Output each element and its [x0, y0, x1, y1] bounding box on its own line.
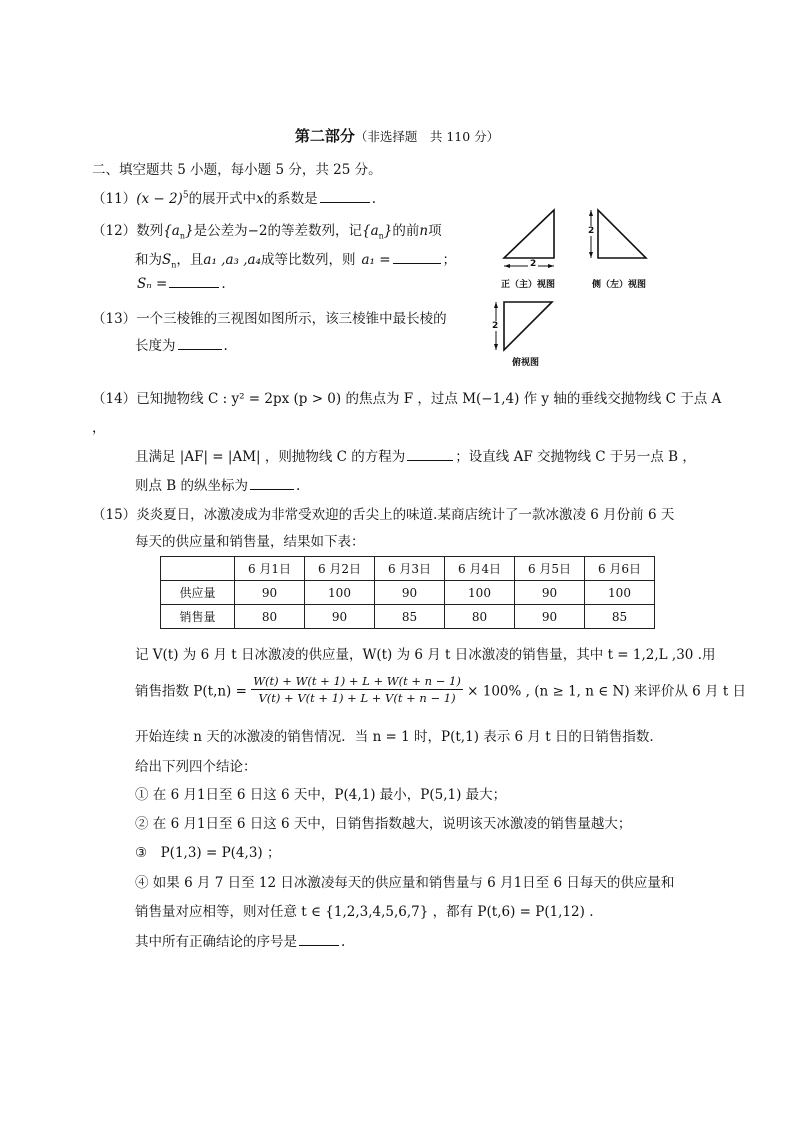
q12-text: 成等比数列，则 [260, 252, 356, 268]
table-row [161, 605, 655, 629]
table-cell: 100 [305, 581, 375, 605]
answer-blank[interactable] [250, 488, 294, 490]
question-13-line1 [92, 307, 447, 327]
q12-number: （12） [92, 223, 137, 239]
sales-index-fraction [251, 674, 463, 705]
q12-text: ，且 [176, 252, 204, 268]
q13-number: （13） [92, 311, 137, 327]
page-title [0, 125, 794, 146]
q14-text: 已知抛物线 C : y² = 2px (p > 0) 的焦点为 F ，过点 M(−1,4) 作 y 轴的垂线交抛物线 C 于点 A [136, 391, 722, 407]
q13-text: 长度为 [135, 338, 176, 354]
q11-text-a: 的展开式中 [188, 191, 257, 207]
fraction-numerator: W(t) + W(t + 1) + L + W(t + n − 1) [253, 674, 461, 688]
table-header-cell [161, 557, 235, 581]
q12-seq: {a [163, 223, 180, 239]
question-12-line3 [137, 276, 226, 292]
q11-end: . [371, 191, 376, 207]
q12-seq: {a [361, 223, 379, 239]
conclusion-2: ② 在 6 月1日至 6 日这 6 天中，日销售指数越大，说明该天冰激凌的销售量越大； [135, 816, 632, 832]
q12-text: 项 [428, 223, 442, 239]
q15-text: 销售指数 P(t,n) = [135, 683, 247, 700]
question-12-line2 [135, 248, 456, 270]
q15-text: 其中所有正确结论的序号是 [135, 934, 297, 950]
table-row-header: 销售量 [161, 605, 235, 629]
side-view-label: 侧（左）视图 [592, 280, 647, 290]
table-cell: 85 [585, 605, 655, 629]
arrow-down-icon [494, 344, 498, 350]
q12-seq-sub: n [378, 231, 384, 241]
q12-seq-sub: n [179, 231, 185, 241]
q13-end: . [223, 338, 228, 354]
front-view-triangle [504, 210, 554, 258]
question-13-line2 [135, 334, 228, 354]
q15-question [135, 930, 345, 950]
table-header-cell: 6 月4日 [445, 557, 515, 581]
q14-text: 则点 B 的纵坐标为 [135, 478, 249, 494]
q15-text: × 100% , (n ≥ 1, n ∈ N) 来评价从 6 月 t 日 [467, 683, 747, 700]
arrow-left-icon [504, 264, 510, 268]
answer-blank[interactable] [299, 944, 339, 946]
conclusion-3: ③ P(1,3) = P(4,3) ； [135, 845, 281, 861]
arrow-right-icon [548, 264, 554, 268]
table-cell: 90 [375, 581, 445, 605]
table-cell: 90 [235, 581, 305, 605]
q14-text: . [296, 478, 301, 494]
q14-comma: ， [92, 420, 106, 436]
table-header-row [161, 557, 655, 581]
table-header-cell: 6 月2日 [305, 557, 375, 581]
q12-text: 和为 [135, 252, 162, 268]
q11-expr: (x − 2) [136, 191, 183, 207]
supply-sales-table [160, 556, 655, 629]
table-header-cell: 6 月1日 [235, 557, 305, 581]
q12-n: n [419, 223, 429, 239]
conclusion-4-line2: 销售量对应相等，则对任意 t ∈ {1,2,3,4,5,6,7} ，都有 P(t,6) = P(1,12) . [135, 904, 594, 920]
top-view-label: 俯视图 [512, 358, 540, 368]
table-cell: 80 [235, 605, 305, 629]
q11-exponent: 5 [182, 190, 189, 201]
question-14-line3 [135, 474, 300, 494]
arrow-up-icon [494, 302, 498, 308]
arrow-down-icon [589, 252, 593, 258]
question-15-line1 [92, 503, 674, 523]
q15-number: （15） [92, 507, 137, 523]
table-header-cell: 6 月5日 [515, 557, 585, 581]
answer-blank[interactable] [407, 459, 453, 461]
title-sub: （非选择题 共 110 分） [354, 129, 500, 144]
top-dim-label: 2 [492, 321, 499, 331]
conclusion-1: ① 在 6 月1日至 6 日这 6 天中，P(4,1) 最小，P(5,1) 最大； [135, 787, 507, 803]
q15-text: 炎炎夏日，冰激凌成为非常受欢迎的舌尖上的味道.某商店统计了一款冰激凌 6 月份前 6 天 [136, 507, 675, 523]
table-header-cell: 6 月3日 [375, 557, 445, 581]
top-view-triangle [504, 302, 552, 350]
q12-geo: a₁ ,a₃ ,a₄ [203, 252, 261, 268]
front-dim-label: 2 [530, 259, 537, 269]
table-cell: 90 [305, 605, 375, 629]
table-cell: 85 [375, 605, 445, 629]
q12-text: 的等差数列，记 [267, 223, 362, 239]
title-main: 第二部分 [294, 127, 355, 145]
fraction-denominator: V(t) + V(t + 1) + L + V(t + n − 1) [258, 691, 456, 705]
q11-number: （11） [92, 191, 137, 207]
q12-text: 数列 [136, 223, 164, 239]
table-cell: 100 [445, 581, 515, 605]
q15-text: . [341, 934, 346, 950]
q12-seq-end: } [184, 223, 194, 239]
question-15-line2: 每天的供应量和销售量，结果如下表： [135, 534, 365, 550]
q12-Sn: Sₙ = [137, 276, 168, 292]
front-view-label: 正（主）视图 [501, 280, 556, 290]
table-header-cell: 6 月6日 [585, 557, 655, 581]
q15-definition-2 [135, 674, 746, 705]
q12-text: ； [442, 252, 457, 268]
answer-blank[interactable] [169, 286, 219, 288]
q13-text: 一个三棱锥的三视图如图所示，该三棱锥中最长棱的 [136, 311, 447, 327]
q12-text: . [221, 276, 226, 292]
answer-blank[interactable] [178, 348, 222, 350]
question-12-line1 [92, 219, 442, 241]
q12-seq-end: } [383, 223, 393, 239]
q12-d: −2 [247, 223, 268, 239]
table-row-header: 供应量 [161, 581, 235, 605]
q12-S-sub: n [171, 260, 177, 270]
table-cell: 90 [515, 605, 585, 629]
arrow-up-icon [589, 210, 593, 216]
question-14-line2 [135, 445, 696, 465]
q14-number: （14） [92, 391, 137, 407]
conclusion-4-line1: ④ 如果 6 月 7 日至 12 日冰激凌每天的供应量和销售量与 6 月1日至 6 日每天的供应量和 [135, 875, 675, 891]
q15-intro: 给出下列四个结论： [135, 759, 257, 775]
side-dim-label: 2 [588, 226, 595, 236]
side-view-triangle [598, 210, 646, 258]
table-cell: 90 [515, 581, 585, 605]
section-header: 二、填空题共 5 小题，每小题 5 分，共 25 分。 [92, 162, 382, 178]
answer-blank[interactable] [393, 262, 441, 264]
q11-var: x [256, 191, 264, 207]
q12-text: 是公差为 [193, 223, 248, 239]
table-row [161, 581, 655, 605]
q12-S: S [162, 252, 172, 268]
question-14-line1 [92, 387, 721, 407]
q15-definition-3: 开始连续 n 天的冰激凌的销售情况．当 n = 1 时，P(t,1) 表示 6 月 t 日的日销售指数. [135, 729, 654, 745]
q12-a1: a₁ = [361, 252, 391, 268]
answer-blank[interactable] [320, 201, 370, 203]
q14-text: ；设直线 AF 交抛物线 C 于另一点 B ， [455, 449, 696, 465]
q14-text: 且满足 |AF| = |AM| ，则抛物线 C 的方程为 [135, 449, 406, 465]
q11-text-b: 的系数是 [263, 191, 318, 207]
table-cell: 100 [585, 581, 655, 605]
question-11 [92, 187, 376, 207]
q15-definition-1: 记 V(t) 为 6 月 t 日冰激凌的供应量，W(t) 为 6 月 t 日冰激凌的销售量，其中 t = 1,2,L ,30 .用 [135, 647, 716, 663]
table-cell: 80 [445, 605, 515, 629]
q12-text: 的前 [392, 223, 420, 239]
